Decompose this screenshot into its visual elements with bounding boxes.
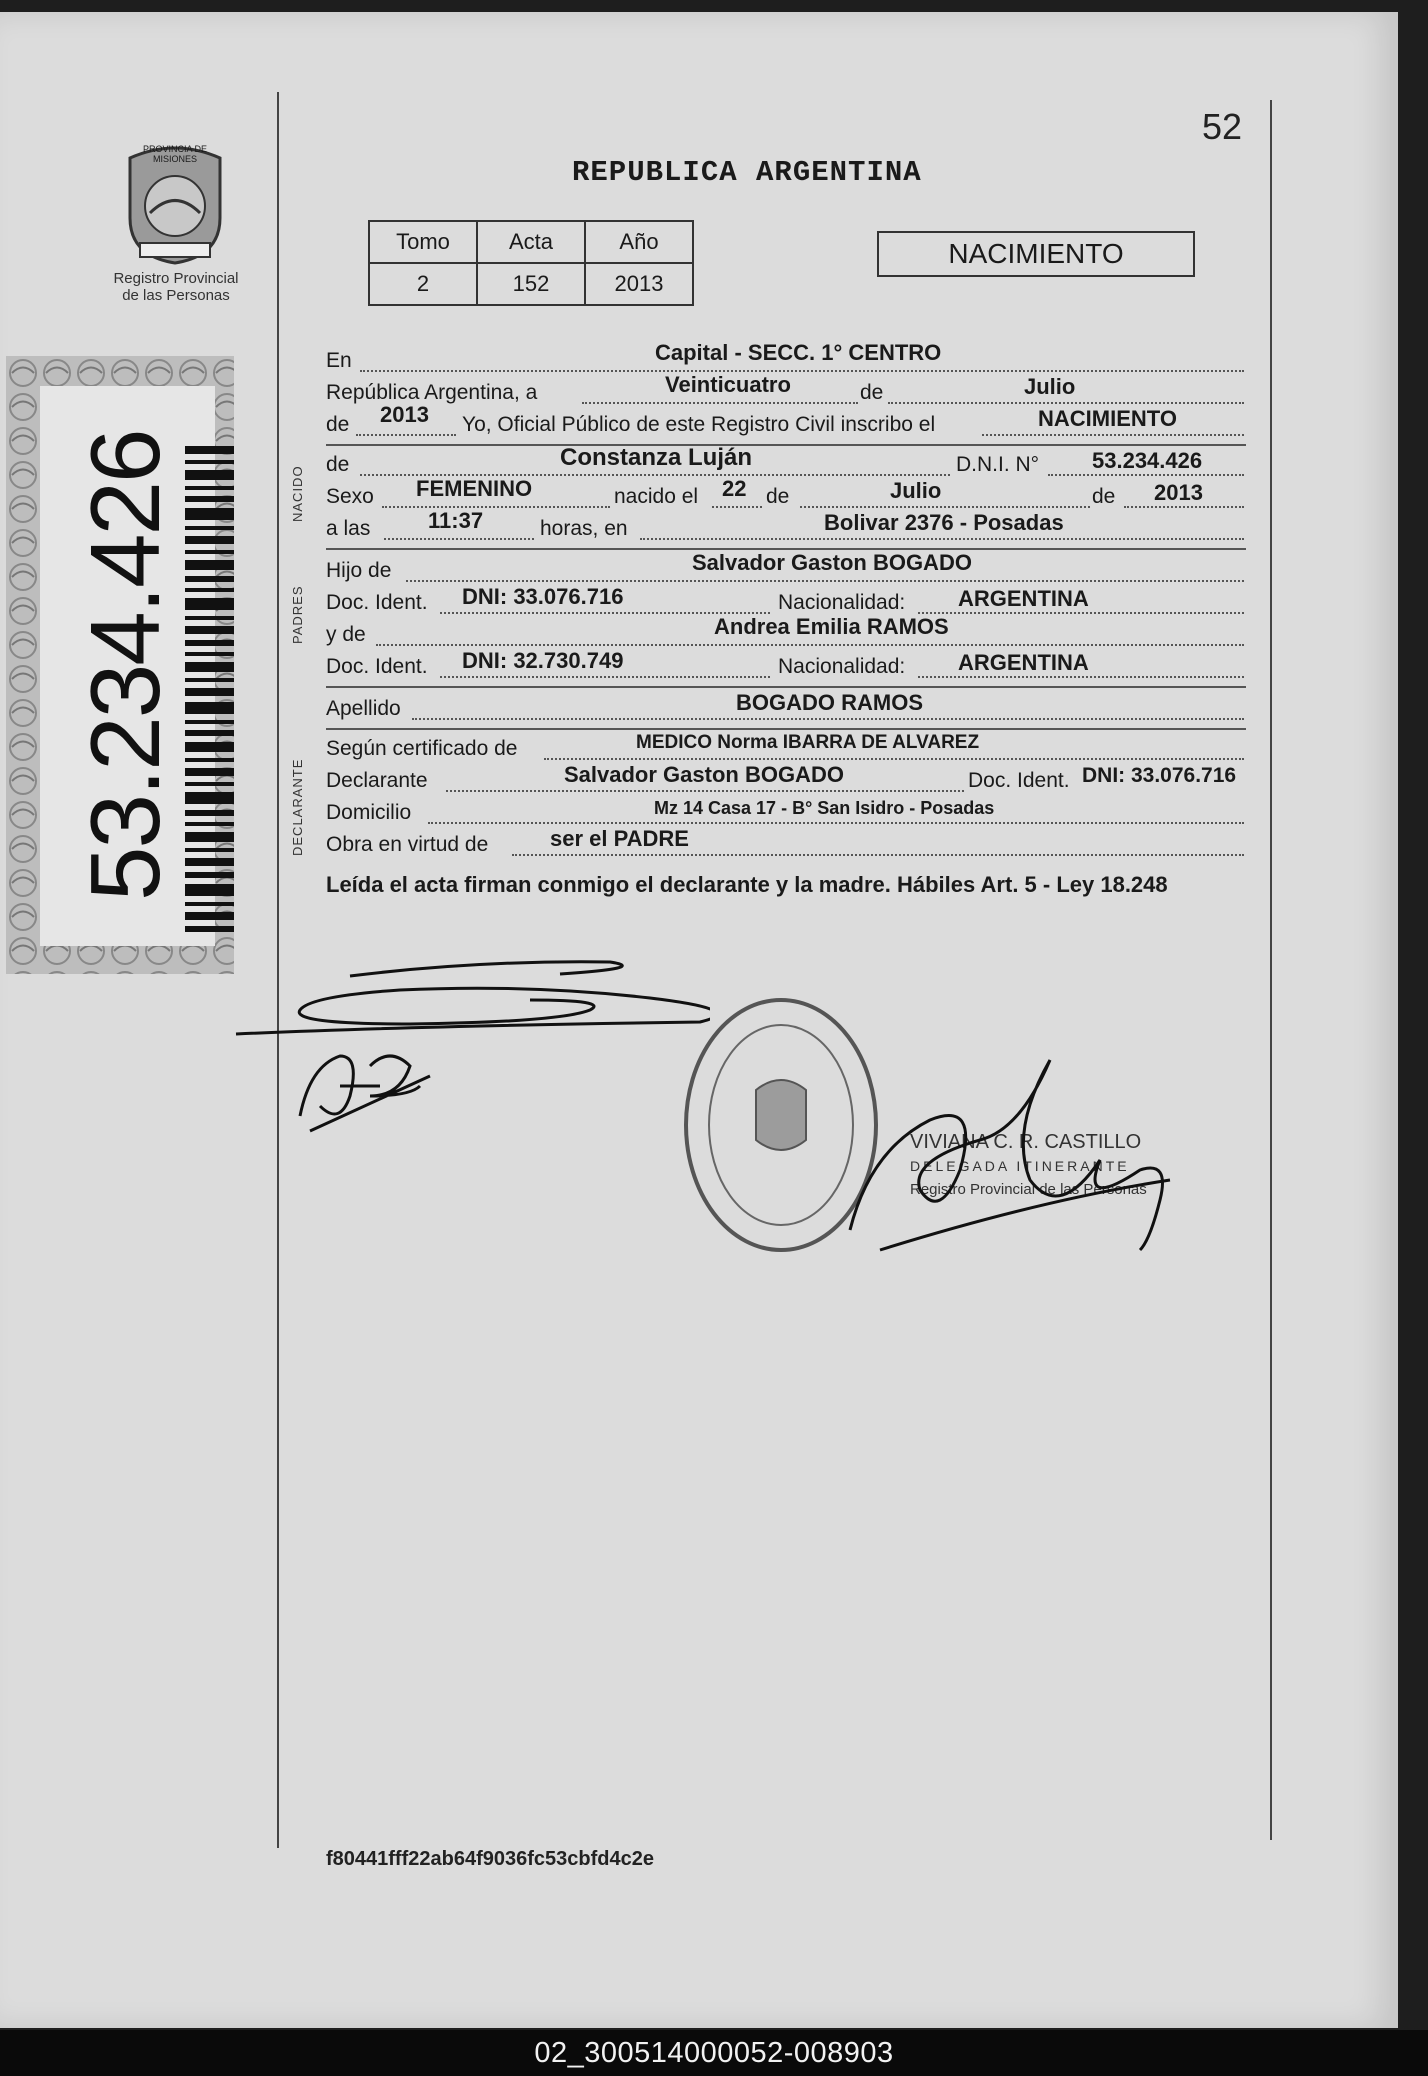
page-number: 52 xyxy=(1202,106,1243,147)
dotted-line xyxy=(356,434,456,436)
en-value: Capital - SECC. 1° CENTRO xyxy=(655,340,942,365)
year-value: 2013 xyxy=(380,402,429,427)
nac-label-father: Nacionalidad: xyxy=(778,591,906,614)
dotted-line xyxy=(918,612,1244,614)
sexo-value: FEMENINO xyxy=(416,476,533,501)
dotted-line xyxy=(888,402,1244,404)
hour-value: 11:37 xyxy=(428,508,484,533)
form-row-en xyxy=(326,346,352,376)
madre-signature-icon xyxy=(290,1036,440,1136)
official-signature-icon xyxy=(840,1050,1180,1260)
registry-line2: de las Personas xyxy=(122,287,230,304)
separator-line xyxy=(326,444,1246,446)
separator-line xyxy=(326,728,1246,730)
right-margin-line xyxy=(1270,100,1272,1840)
scan-id-footer: 02_300514000052-008903 xyxy=(0,2030,1428,2076)
dni-sticker-label xyxy=(40,386,215,946)
record-type-box: NACIMIENTO xyxy=(877,231,1195,277)
de-label-3: de xyxy=(326,453,350,476)
father-value: Salvador Gaston BOGADO xyxy=(692,550,972,575)
section-nacido-label: NACIDO xyxy=(290,465,305,522)
dotted-line xyxy=(712,506,762,508)
birth-month: Julio xyxy=(890,478,942,503)
father-doc: DNI: 33.076.716 xyxy=(462,584,624,609)
stamp-role: DELEGADA ITINERANTE xyxy=(910,1158,1130,1174)
place-value: Bolivar 2376 - Posadas xyxy=(824,510,1064,535)
apellido-value: BOGADO RAMOS xyxy=(736,690,923,715)
name-value: Constanza Luján xyxy=(560,444,753,471)
document-title: REPUBLICA ARGENTINA xyxy=(572,156,922,189)
dotted-line xyxy=(800,506,1090,508)
obra-label: Obra en virtud de xyxy=(326,833,489,856)
day-value: Veinticuatro xyxy=(665,372,791,397)
de-label-2: de xyxy=(326,413,350,436)
declarante-doc: DNI: 33.076.716 xyxy=(1082,764,1237,787)
section-declarante-label: DECLARANTE xyxy=(290,758,305,856)
doc-label-mother: Doc. Ident. xyxy=(326,655,428,678)
dotted-line xyxy=(446,790,964,792)
section-padres-label: PADRES xyxy=(290,585,305,644)
dni-label: D.N.I. N° xyxy=(956,453,1040,476)
value-anio: 2013 xyxy=(585,263,693,305)
header-anio: Año xyxy=(585,221,693,263)
header-acta: Acta xyxy=(477,221,585,263)
tomo-acta-table xyxy=(368,220,694,306)
de-label: de xyxy=(860,381,884,404)
dni-value: 53.234.426 xyxy=(1092,448,1203,473)
obra-value: ser el PADRE xyxy=(550,826,689,851)
hijo-label: Hijo de xyxy=(326,559,392,582)
dotted-line xyxy=(918,676,1244,678)
republica-label: República Argentina, a xyxy=(326,381,538,404)
declarante-value: Salvador Gaston BOGADO xyxy=(564,762,844,787)
dotted-line xyxy=(406,580,1244,582)
form-row-republica xyxy=(326,378,537,408)
domicilio-value: Mz 14 Casa 17 - B° San Isidro - Posadas xyxy=(654,798,995,818)
en-label: En xyxy=(326,349,352,372)
table-row xyxy=(369,263,693,305)
cert-label: Según certificado de xyxy=(326,737,518,760)
header-tomo: Tomo xyxy=(369,221,477,263)
closing-statement: Leída el acta firman conmigo el declarante y la madre. Hábiles Art. 5 - Ley 18.248 xyxy=(326,872,1168,897)
dotted-line xyxy=(1124,506,1244,508)
registry-name xyxy=(96,270,256,304)
dotted-line xyxy=(640,538,1244,540)
mother-value: Andrea Emilia RAMOS xyxy=(714,614,949,639)
declarante-signature-icon xyxy=(230,940,710,1050)
doc-label-declarante: Doc. Ident. xyxy=(968,769,1070,792)
document-hash: f80441fff22ab64f9036fc53cbfd4c2e xyxy=(326,1848,654,1870)
value-acta: 152 xyxy=(477,263,585,305)
nac-label-mother: Nacionalidad: xyxy=(778,655,906,678)
inscribo-value: NACIMIENTO xyxy=(1038,406,1177,431)
dotted-line xyxy=(512,854,1244,856)
dni-number: 53.234.426 xyxy=(70,430,180,901)
birth-day: 22 xyxy=(722,476,747,501)
horas-label: horas, en xyxy=(540,517,628,540)
declarante-label: Declarante xyxy=(326,769,428,792)
month-value: Julio xyxy=(1024,374,1076,399)
dotted-line xyxy=(440,676,770,678)
birth-year: 2013 xyxy=(1154,480,1203,505)
dotted-line xyxy=(428,822,1244,824)
dotted-line xyxy=(582,402,858,404)
dotted-line xyxy=(544,758,1244,760)
barcode-icon xyxy=(185,446,234,936)
a-las-label: a las xyxy=(326,517,371,540)
father-nat: ARGENTINA xyxy=(958,586,1089,611)
dotted-line xyxy=(1048,474,1244,476)
separator-line xyxy=(326,686,1246,688)
mother-nat: ARGENTINA xyxy=(958,650,1089,675)
yde-label: y de xyxy=(326,623,366,646)
dotted-line xyxy=(360,370,1244,372)
nacido-label: nacido el xyxy=(614,485,699,508)
value-tomo: 2 xyxy=(369,263,477,305)
dotted-line xyxy=(982,434,1244,436)
crest-label: PROVINCIA DE MISIONES xyxy=(142,144,207,164)
domicilio-label: Domicilio xyxy=(326,801,412,824)
oficial-text: Yo, Oficial Público de este Registro Civil inscribo el xyxy=(462,413,936,436)
dni-sticker xyxy=(6,356,234,974)
mother-doc: DNI: 32.730.749 xyxy=(462,648,624,673)
dotted-line xyxy=(412,718,1244,720)
table-header-row xyxy=(369,221,693,263)
cert-value: MEDICO Norma IBARRA DE ALVAREZ xyxy=(636,732,980,753)
stamp-org: Registro Provincial de las Personas xyxy=(910,1181,1147,1198)
dotted-line xyxy=(382,506,610,508)
de-label-4: de xyxy=(766,485,790,508)
stamp-name: VIVIANA C. R. CASTILLO xyxy=(910,1131,1142,1153)
registry-line1: Registro Provincial xyxy=(113,270,239,287)
dotted-line xyxy=(376,644,1244,646)
apellido-label: Apellido xyxy=(326,697,401,720)
de-label-5: de xyxy=(1092,485,1116,508)
doc-label-father: Doc. Ident. xyxy=(326,591,428,614)
sexo-label: Sexo xyxy=(326,485,374,508)
dotted-line xyxy=(384,538,534,540)
